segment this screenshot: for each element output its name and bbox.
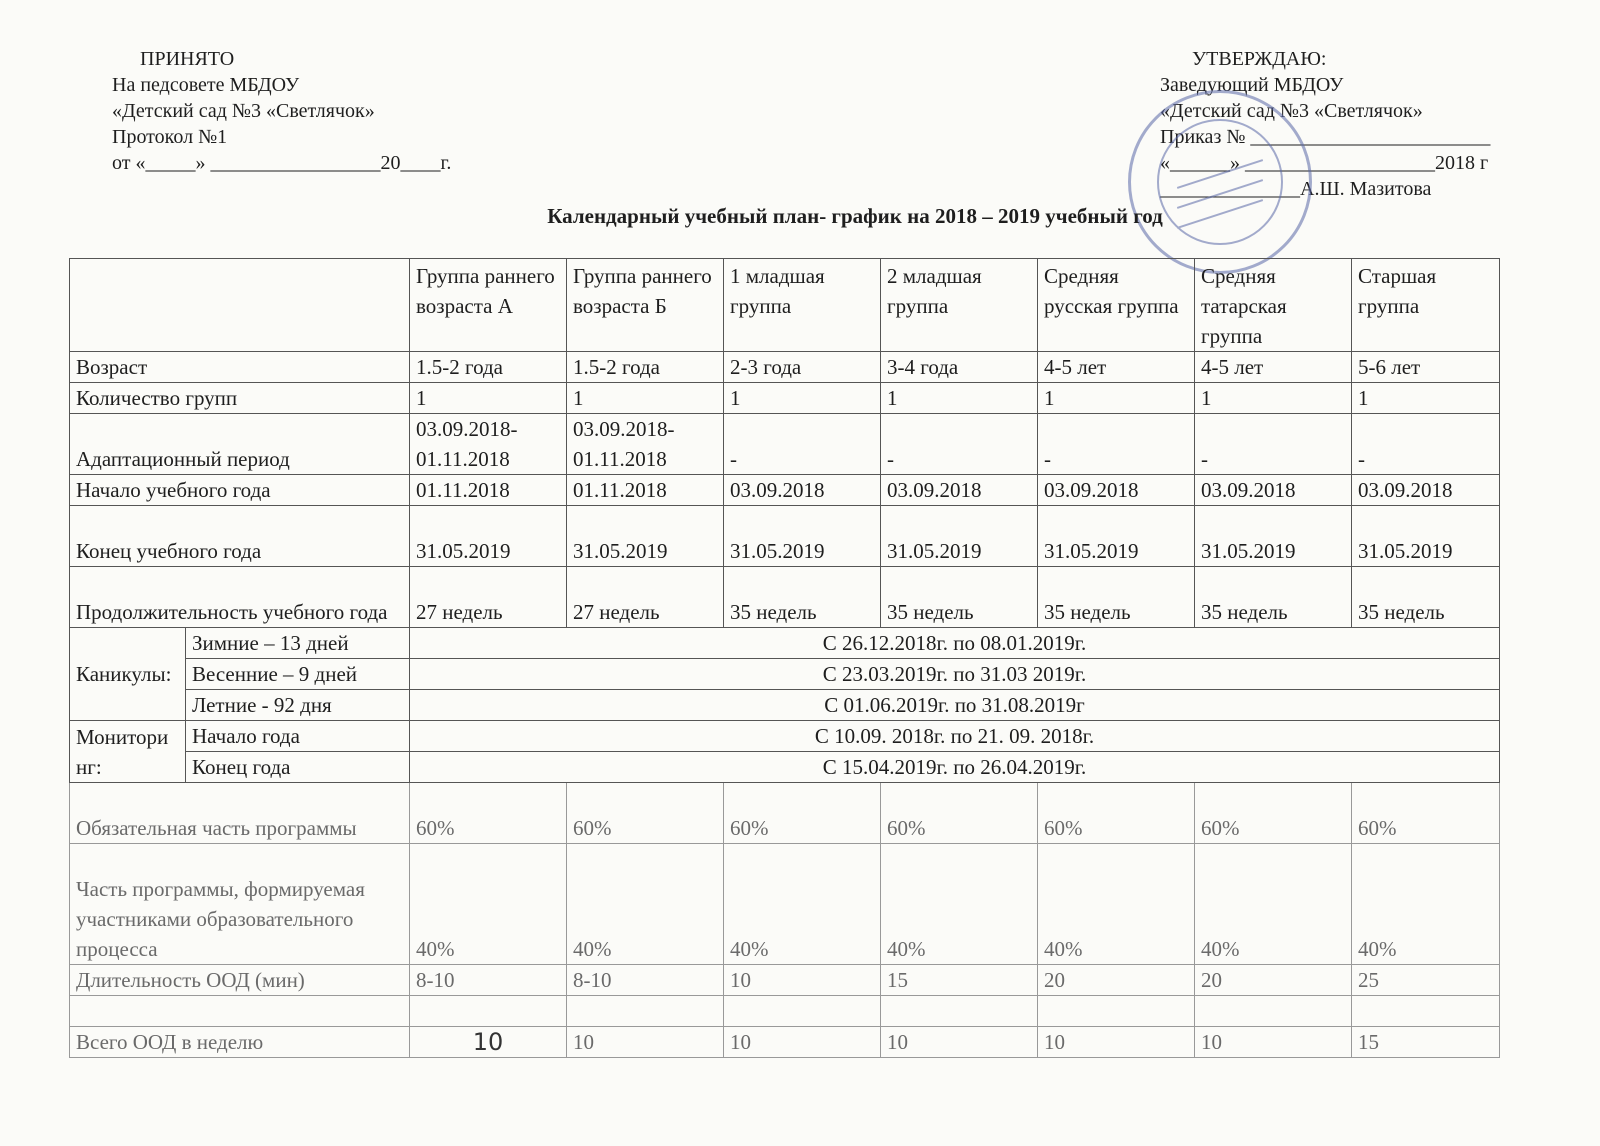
signature-line: ______________А.Ш. Мазитова: [1160, 178, 1432, 200]
holidays-winter-row: [70, 628, 1500, 659]
approve-label: УТВЕРЖДАЮ:: [1192, 48, 1327, 70]
protocol-date: от «_____» _________________20____г.: [112, 152, 452, 174]
table-cell: 60%: [410, 783, 567, 844]
monitoring-label: Мониторинг:: [70, 721, 186, 783]
table-cell: 40%: [1352, 844, 1500, 965]
empty-cell: [70, 996, 410, 1027]
table-cell: 03.09.2018: [1038, 475, 1195, 506]
table-cell: 60%: [1195, 783, 1352, 844]
table-cell: 40%: [881, 844, 1038, 965]
table-cell: 40%: [1038, 844, 1195, 965]
winter-holiday-dates: С 26.12.2018г. по 08.01.2019г.: [410, 628, 1500, 659]
table-cell: 35 недель: [1038, 567, 1195, 628]
table-row: [70, 567, 1500, 628]
table-cell: 40%: [1195, 844, 1352, 965]
table-cell: 25: [1352, 965, 1500, 996]
holidays-summer-row: [70, 690, 1500, 721]
table-cell: -: [1038, 414, 1195, 475]
row-label: Обязательная часть программы: [70, 783, 410, 844]
table-cell: -: [1352, 414, 1500, 475]
row-label: Продолжительность учебного года: [70, 567, 410, 628]
table-cell: 60%: [1352, 783, 1500, 844]
spring-holiday-label: Весенние – 9 дней: [186, 659, 410, 690]
table-cell: 01.11.2018: [567, 475, 724, 506]
table-cell: 31.05.2019: [1038, 506, 1195, 567]
empty-cell: [567, 996, 724, 1027]
row-label: Количество групп: [70, 383, 410, 414]
table-row: [70, 965, 1500, 996]
table-cell: 40%: [567, 844, 724, 965]
column-header: Группа раннего возраста Б: [567, 259, 724, 352]
table-cell: 20: [1195, 965, 1352, 996]
table-row: [70, 783, 1500, 844]
empty-row: [70, 996, 1500, 1027]
column-header: Средняя русская группа: [1038, 259, 1195, 352]
table-cell: 31.05.2019: [1352, 506, 1500, 567]
row-label: Часть программы, формируемая участниками образовательного процесса: [70, 844, 410, 965]
table-cell: 31.05.2019: [410, 506, 567, 567]
table-cell: 40%: [724, 844, 881, 965]
table-cell: 60%: [567, 783, 724, 844]
table-cell: 1: [1038, 383, 1195, 414]
document-title: Календарный учебный план- график на 2018 – 2019 учебный год: [547, 204, 1163, 228]
table-cell: -: [881, 414, 1038, 475]
accepted-label: ПРИНЯТО: [140, 48, 235, 70]
table-cell: 27 недель: [567, 567, 724, 628]
kindergarten-name-right: «Детский сад №3 «Светлячок»: [1160, 100, 1423, 122]
table-cell: 35 недель: [1195, 567, 1352, 628]
table-cell: 15: [881, 965, 1038, 996]
column-header: Средняя татарская группа: [1195, 259, 1352, 352]
table-cell: 3-4 года: [881, 352, 1038, 383]
table-cell: 1: [567, 383, 724, 414]
monitoring-end-label: Конец года: [186, 752, 410, 783]
table-row: [70, 506, 1500, 567]
table-cell: 1.5-2 года: [567, 352, 724, 383]
table-cell: 35 недель: [1352, 567, 1500, 628]
column-header: 1 младшая группа: [724, 259, 881, 352]
head-position: Заведующий МБДОУ: [1160, 74, 1344, 96]
empty-cell: [881, 996, 1038, 1027]
table-cell: 2-3 года: [724, 352, 881, 383]
monitoring-start-dates: С 10.09. 2018г. по 21. 09. 2018г.: [410, 721, 1500, 752]
approval-block-left: [112, 46, 451, 176]
table-cell: 01.11.2018: [410, 475, 567, 506]
row-label: Начало учебного года: [70, 475, 410, 506]
summer-holiday-label: Летние - 92 дня: [186, 690, 410, 721]
table-cell: 10: [567, 1027, 724, 1058]
header-corner-cell: [70, 259, 410, 352]
table-cell: 10: [724, 965, 881, 996]
row-label: Длительность ООД (мин): [70, 965, 410, 996]
council-line: На педсовете МБДОУ: [112, 74, 300, 96]
table-cell: 03.09.2018: [724, 475, 881, 506]
table-cell: 40%: [410, 844, 567, 965]
table-cell: 60%: [1038, 783, 1195, 844]
official-stamp: [1128, 90, 1312, 274]
monitoring-end-row: [70, 752, 1500, 783]
spring-holiday-dates: С 23.03.2019г. по 31.03 2019г.: [410, 659, 1500, 690]
table-row: [70, 844, 1500, 965]
kindergarten-name: «Детский сад №3 «Светлячок»: [112, 100, 375, 122]
table-row: [70, 475, 1500, 506]
table-cell: 5-6 лет: [1352, 352, 1500, 383]
empty-cell: [1352, 996, 1500, 1027]
empty-cell: [1038, 996, 1195, 1027]
table-cell: 31.05.2019: [724, 506, 881, 567]
table-cell: 8-10: [567, 965, 724, 996]
table-cell: 03.09.2018: [1195, 475, 1352, 506]
schedule-table: [69, 258, 1500, 1058]
column-header: Старшая группа: [1352, 259, 1500, 352]
monitoring-start-label: Начало года: [186, 721, 410, 752]
table-cell: 31.05.2019: [1195, 506, 1352, 567]
table-header-row: [70, 259, 1500, 352]
holidays-spring-row: [70, 659, 1500, 690]
table-cell: 1: [410, 383, 567, 414]
table-cell: 03.09.2018-01.11.2018: [567, 414, 724, 475]
table-cell: 03.09.2018: [881, 475, 1038, 506]
empty-cell: [724, 996, 881, 1027]
table-cell: 15: [1352, 1027, 1500, 1058]
table-cell: 1: [1195, 383, 1352, 414]
winter-holiday-label: Зимние – 13 дней: [186, 628, 410, 659]
table-cell: 10: [724, 1027, 881, 1058]
table-cell: 4-5 лет: [1195, 352, 1352, 383]
row-label: Конец учебного года: [70, 506, 410, 567]
empty-cell: [1195, 996, 1352, 1027]
table-cell: 27 недель: [410, 567, 567, 628]
table-cell: 03.09.2018-01.11.2018: [410, 414, 567, 475]
row-label: Адаптационный период: [70, 414, 410, 475]
table-cell: 4-5 лет: [1038, 352, 1195, 383]
table-cell: 1: [1352, 383, 1500, 414]
empty-cell: [410, 996, 567, 1027]
column-header: 2 младшая группа: [881, 259, 1038, 352]
table-cell: 03.09.2018: [1352, 475, 1500, 506]
table-cell: 8-10: [410, 965, 567, 996]
table-cell: -: [724, 414, 881, 475]
row-label: Возраст: [70, 352, 410, 383]
handwritten-value: 10: [410, 1027, 567, 1058]
order-date: «______» ___________________2018 г: [1160, 152, 1489, 174]
holidays-label: Каникулы:: [70, 628, 186, 721]
monitoring-start-row: [70, 721, 1500, 752]
table-cell: -: [1195, 414, 1352, 475]
table-cell: 31.05.2019: [881, 506, 1038, 567]
table-cell: 10: [881, 1027, 1038, 1058]
order-number: Приказ № ________________________: [1160, 126, 1491, 148]
table-cell: 31.05.2019: [567, 506, 724, 567]
monitoring-end-dates: С 15.04.2019г. по 26.04.2019г.: [410, 752, 1500, 783]
table-cell: 1.5-2 года: [410, 352, 567, 383]
table-row: [70, 1027, 1500, 1058]
row-label: Всего ООД в неделю: [70, 1027, 410, 1058]
table-cell: 1: [881, 383, 1038, 414]
column-header: Группа раннего возраста А: [410, 259, 567, 352]
table-cell: 10: [1038, 1027, 1195, 1058]
summer-holiday-dates: С 01.06.2019г. по 31.08.2019г: [410, 690, 1500, 721]
table-cell: 60%: [881, 783, 1038, 844]
table-cell: 10: [1195, 1027, 1352, 1058]
protocol-number: Протокол №1: [112, 126, 228, 148]
table-row: [70, 383, 1500, 414]
table-cell: 20: [1038, 965, 1195, 996]
table-cell: 1: [724, 383, 881, 414]
table-row: [70, 414, 1500, 475]
table-row: [70, 352, 1500, 383]
table-cell: 60%: [724, 783, 881, 844]
table-cell: 35 недель: [724, 567, 881, 628]
table-cell: 35 недель: [881, 567, 1038, 628]
